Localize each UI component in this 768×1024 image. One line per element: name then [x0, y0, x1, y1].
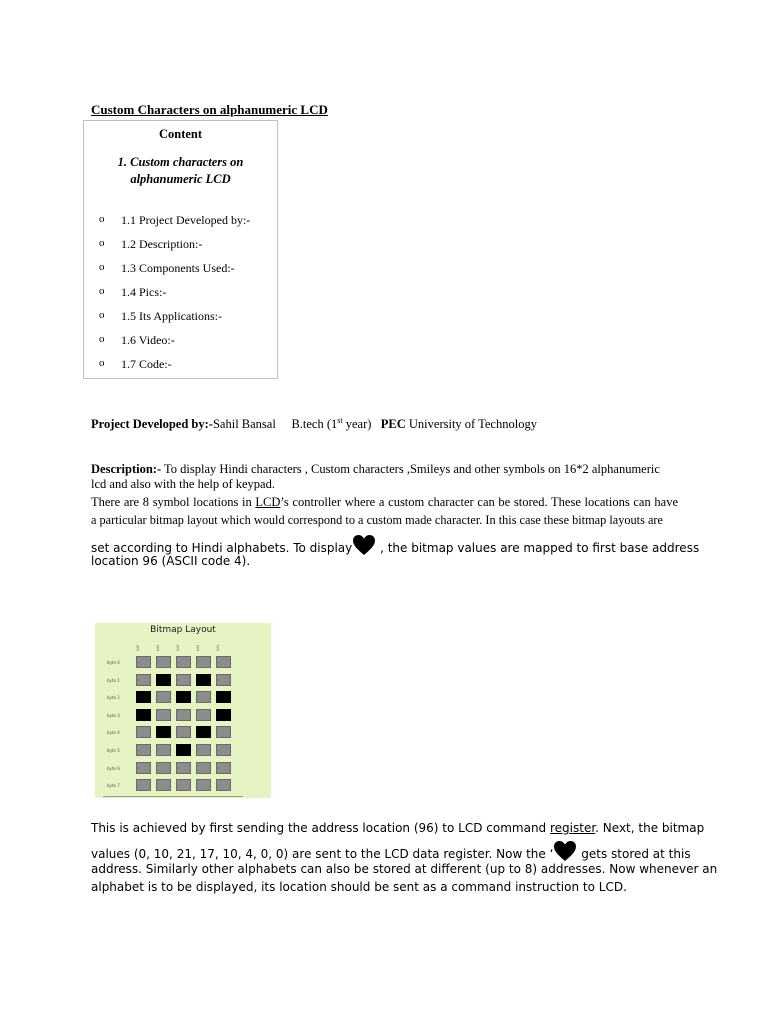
bit-label: bit2: [196, 644, 200, 652]
toc-item[interactable]: [84, 213, 274, 229]
bitmap-cell-on: [156, 674, 171, 686]
bitmap-cell-off: [136, 656, 151, 668]
bitmap-cell-on: [136, 691, 151, 703]
description-text-5a: set according to Hindi alphabets. To display: [91, 541, 353, 555]
document-title: Custom Characters on alphanumeric LCD: [91, 102, 328, 117]
bitmap-cell-off: [136, 726, 151, 738]
bit-label: bit4: [156, 644, 160, 652]
bit-label: bit1: [216, 644, 220, 652]
bitmap-title: Bitmap Layout: [150, 625, 216, 635]
bitmap-cell-on: [196, 726, 211, 738]
course-end: year): [342, 417, 372, 432]
org-abbrev: PEC: [380, 417, 406, 432]
toc-bullet: o: [99, 333, 105, 345]
bitmap-cell-on: [156, 726, 171, 738]
explanation-text-1a: This is achieved by first sending the address location (96) to LCD command: [91, 821, 550, 835]
toc-item-label[interactable]: 1.5 Its Applications:-: [121, 309, 222, 323]
explanation-text-2b: gets stored at this: [577, 847, 691, 861]
byte-label: byte 7: [107, 783, 120, 789]
description-line-2: lcd and also with the help of keypad.: [91, 477, 275, 491]
bitmap-cell-off: [216, 744, 231, 756]
explanation-line-3: address. Similarly other alphabets can also be stored at different (up to 8) addresses. Now whenever an: [91, 862, 718, 876]
course-superscript: st: [337, 416, 343, 425]
bitmap-cell-off: [176, 674, 191, 686]
bitmap-baseline: [103, 796, 243, 797]
toc-bullet: o: [99, 237, 105, 249]
byte-label: byte 3: [107, 712, 120, 718]
bitmap-cell-off: [196, 744, 211, 756]
bit-label: bit5: [136, 644, 140, 652]
bitmap-cell-off: [136, 674, 151, 686]
description-line-1: [91, 462, 660, 477]
bitmap-cell-off: [196, 709, 211, 721]
byte-label: byte 5: [107, 748, 120, 753]
description-text-1: To display Hindi characters , Custom characters ,Smileys and other symbols on 16*2 alphanumeric: [161, 462, 660, 476]
byte-label: byte 1: [107, 677, 120, 683]
bitmap-cell-off: [216, 726, 231, 738]
explanation-text-1b: . Next, the bitmap: [595, 821, 705, 835]
bitmap-cell-off: [176, 779, 191, 791]
bitmap-cell-off: [176, 726, 191, 738]
toc-item[interactable]: [84, 309, 274, 325]
bitmap-cell-off: [196, 779, 211, 791]
bitmap-cell-off: [156, 691, 171, 703]
bitmap-cell-off: [216, 779, 231, 791]
toc-item-label[interactable]: 1.7 Code:-: [121, 357, 172, 371]
bitmap-cell-off: [176, 762, 191, 774]
toc-item[interactable]: [84, 285, 274, 301]
toc-item[interactable]: [84, 237, 274, 253]
bitmap-cell-off: [216, 656, 231, 668]
lcd-link[interactable]: LCD: [255, 495, 281, 509]
bitmap-cell-off: [196, 762, 211, 774]
bitmap-layout-figure: [95, 623, 271, 798]
toc-item-label[interactable]: 1.2 Description:-: [121, 237, 203, 251]
byte-label: byte 2: [107, 695, 120, 701]
bitmap-cell-off: [156, 779, 171, 791]
bitmap-cell-off: [196, 656, 211, 668]
byte-label: byte 4: [107, 730, 120, 736]
toc-subtitle: 1. Custom characters on alphanumeric LCD: [117, 155, 244, 186]
byte-label: byte 0: [107, 660, 120, 665]
description-line-3: [91, 495, 678, 510]
description-text-3b: ’s controller where a custom character can be stored. These locations can have: [280, 495, 678, 509]
bit-label: bit3: [176, 644, 180, 652]
heart-icon: [352, 534, 376, 559]
bitmap-cell-on: [176, 691, 191, 703]
bitmap-cell-off: [216, 762, 231, 774]
bitmap-cell-off: [176, 709, 191, 721]
toc-bullet: o: [99, 357, 105, 369]
description-label: Description:-: [91, 462, 162, 476]
bitmap-cell-off: [156, 656, 171, 668]
toc-bullet: o: [99, 309, 105, 321]
org-name: University of Technology: [405, 417, 537, 432]
bitmap-cell-off: [136, 762, 151, 774]
bitmap-cell-on: [196, 674, 211, 686]
bitmap-cell-off: [216, 674, 231, 686]
toc-heading: Content: [158, 127, 203, 141]
bitmap-cell-off: [156, 709, 171, 721]
course: B.tech (1: [291, 417, 338, 432]
toc-item[interactable]: [84, 261, 274, 277]
toc-bullet: o: [99, 285, 105, 297]
explanation-line-1: [91, 821, 705, 835]
description-text-5b: , the bitmap values are mapped to first base address: [376, 541, 700, 555]
bitmap-cell-on: [216, 691, 231, 703]
bitmap-cell-off: [156, 744, 171, 756]
explanation-line-4: alphabet is to be displayed, its location should be sent as a command instruction to LCD.: [91, 880, 627, 894]
toc-item-label[interactable]: 1.6 Video:-: [121, 333, 175, 347]
toc-item[interactable]: [84, 357, 274, 373]
toc-bullet: o: [99, 261, 105, 273]
toc-item-label[interactable]: 1.4 Pics:-: [121, 285, 167, 299]
developer-name: Sahil Bansal: [212, 417, 276, 432]
description-line-4: a particular bitmap layout which would correspond to a custom made character. In this case these bitmap layouts are: [91, 513, 663, 527]
bitmap-cell-off: [196, 691, 211, 703]
bitmap-cell-off: [176, 656, 191, 668]
bitmap-cell-on: [136, 709, 151, 721]
byte-label: byte 6: [107, 765, 120, 771]
toc-item-label[interactable]: 1.3 Components Used:-: [121, 261, 235, 275]
bitmap-cell-off: [156, 762, 171, 774]
toc-item[interactable]: [84, 333, 274, 349]
project-label: Project Developed by:-: [91, 417, 213, 432]
description-text-3a: There are 8 symbol locations in: [91, 495, 256, 509]
bitmap-cell-off: [136, 744, 151, 756]
register-link[interactable]: register: [549, 821, 596, 835]
project-developed-line: [91, 416, 537, 432]
bitmap-cell-on: [216, 709, 231, 721]
toc-box: [83, 120, 278, 379]
explanation-text-2a: values (0, 10, 21, 17, 10, 4, 0, 0) are sent to the LCD data register. Now the ‘: [91, 847, 554, 861]
description-line-6: location 96 (ASCII code 4).: [91, 554, 251, 568]
toc-bullet: o: [99, 213, 105, 225]
bitmap-cell-on: [176, 744, 191, 756]
bitmap-cell-off: [136, 779, 151, 791]
toc-item-label[interactable]: 1.1 Project Developed by:-: [121, 213, 251, 227]
